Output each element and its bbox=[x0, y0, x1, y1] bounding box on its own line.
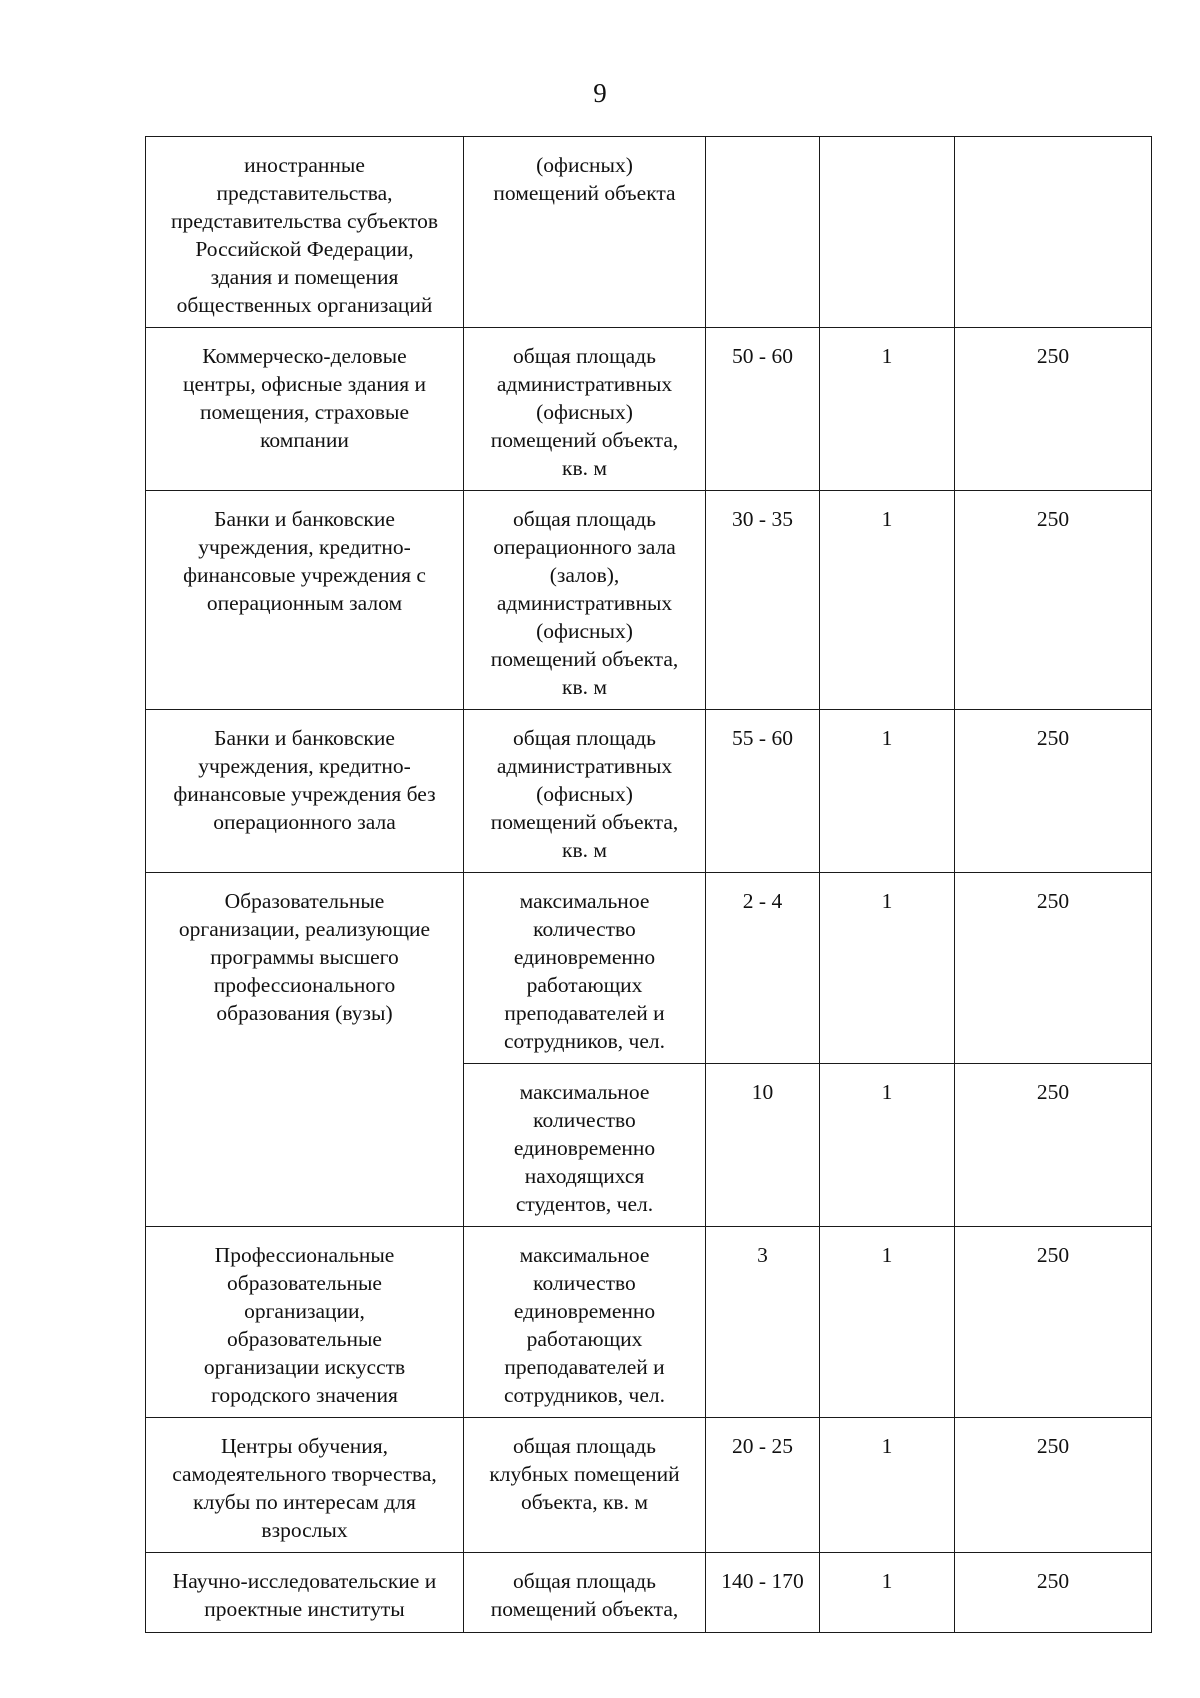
value-cell: 250 bbox=[955, 1418, 1152, 1553]
object-type-cell: Коммерческо-деловые центры, офисные здания и помещения, страховые компании bbox=[146, 328, 464, 491]
calculation-unit-cell: общая площадь клубных помещений объекта, кв. м bbox=[464, 1418, 706, 1553]
norm-range-cell: 50 - 60 bbox=[706, 328, 820, 491]
norm-range-cell: 3 bbox=[706, 1227, 820, 1418]
object-type-cell: Образовательные организации, реализующие программы высшего профессионального образования (вузы) bbox=[146, 873, 464, 1227]
table-row bbox=[146, 873, 1152, 1064]
value-cell bbox=[955, 137, 1152, 328]
object-type-cell: Центры обучения, самодеятельного творчества, клубы по интересам для взрослых bbox=[146, 1418, 464, 1553]
object-type-cell: Научно-исследовательские и проектные институты bbox=[146, 1553, 464, 1633]
count-cell: 1 bbox=[820, 491, 955, 710]
object-type-cell: Банки и банковские учреждения, кредитно- финансовые учреждения с операционным залом bbox=[146, 491, 464, 710]
calculation-unit-cell: максимальное количество единовременно находящихся студентов, чел. bbox=[464, 1064, 706, 1227]
table-row bbox=[146, 328, 1152, 491]
table-row bbox=[146, 491, 1152, 710]
value-cell: 250 bbox=[955, 1227, 1152, 1418]
calculation-unit-cell: (офисных) помещений объекта bbox=[464, 137, 706, 328]
value-cell: 250 bbox=[955, 1553, 1152, 1633]
table-row bbox=[146, 1418, 1152, 1553]
calculation-unit-cell: общая площадь административных (офисных) помещений объекта, кв. м bbox=[464, 328, 706, 491]
norm-range-cell: 2 - 4 bbox=[706, 873, 820, 1064]
norm-range-cell: 55 - 60 bbox=[706, 710, 820, 873]
value-cell: 250 bbox=[955, 1064, 1152, 1227]
value-cell: 250 bbox=[955, 873, 1152, 1064]
norm-range-cell: 140 - 170 bbox=[706, 1553, 820, 1633]
norm-range-cell bbox=[706, 137, 820, 328]
count-cell: 1 bbox=[820, 1418, 955, 1553]
calculation-unit-cell: общая площадь помещений объекта, bbox=[464, 1553, 706, 1633]
page-number: 9 bbox=[593, 78, 607, 108]
table-row bbox=[146, 137, 1152, 328]
table-row bbox=[146, 1553, 1152, 1633]
calculation-unit-cell: общая площадь операционного зала (залов), административных (офисных) помещений объекта, кв. м bbox=[464, 491, 706, 710]
count-cell: 1 bbox=[820, 873, 955, 1064]
count-cell: 1 bbox=[820, 1553, 955, 1633]
table-row bbox=[146, 1227, 1152, 1418]
count-cell: 1 bbox=[820, 710, 955, 873]
value-cell: 250 bbox=[955, 328, 1152, 491]
object-type-cell: Профессиональные образовательные организации, образовательные организации искусств городского значения bbox=[146, 1227, 464, 1418]
count-cell: 1 bbox=[820, 1227, 955, 1418]
count-cell: 1 bbox=[820, 328, 955, 491]
norm-range-cell: 10 bbox=[706, 1064, 820, 1227]
calculation-unit-cell: максимальное количество единовременно работающих преподавателей и сотрудников, чел. bbox=[464, 873, 706, 1064]
calculation-unit-cell: максимальное количество единовременно работающих преподавателей и сотрудников, чел. bbox=[464, 1227, 706, 1418]
value-cell: 250 bbox=[955, 491, 1152, 710]
calculation-unit-cell: общая площадь административных (офисных) помещений объекта, кв. м bbox=[464, 710, 706, 873]
count-cell: 1 bbox=[820, 1064, 955, 1227]
norms-table bbox=[145, 136, 1152, 1633]
norm-range-cell: 20 - 25 bbox=[706, 1418, 820, 1553]
value-cell: 250 bbox=[955, 710, 1152, 873]
object-type-cell: иностранные представительства, представительства субъектов Российской Федерации, здания и помещения общественных организаций bbox=[146, 137, 464, 328]
object-type-cell: Банки и банковские учреждения, кредитно- финансовые учреждения без операционного зала bbox=[146, 710, 464, 873]
norm-range-cell: 30 - 35 bbox=[706, 491, 820, 710]
count-cell bbox=[820, 137, 955, 328]
table-row bbox=[146, 710, 1152, 873]
